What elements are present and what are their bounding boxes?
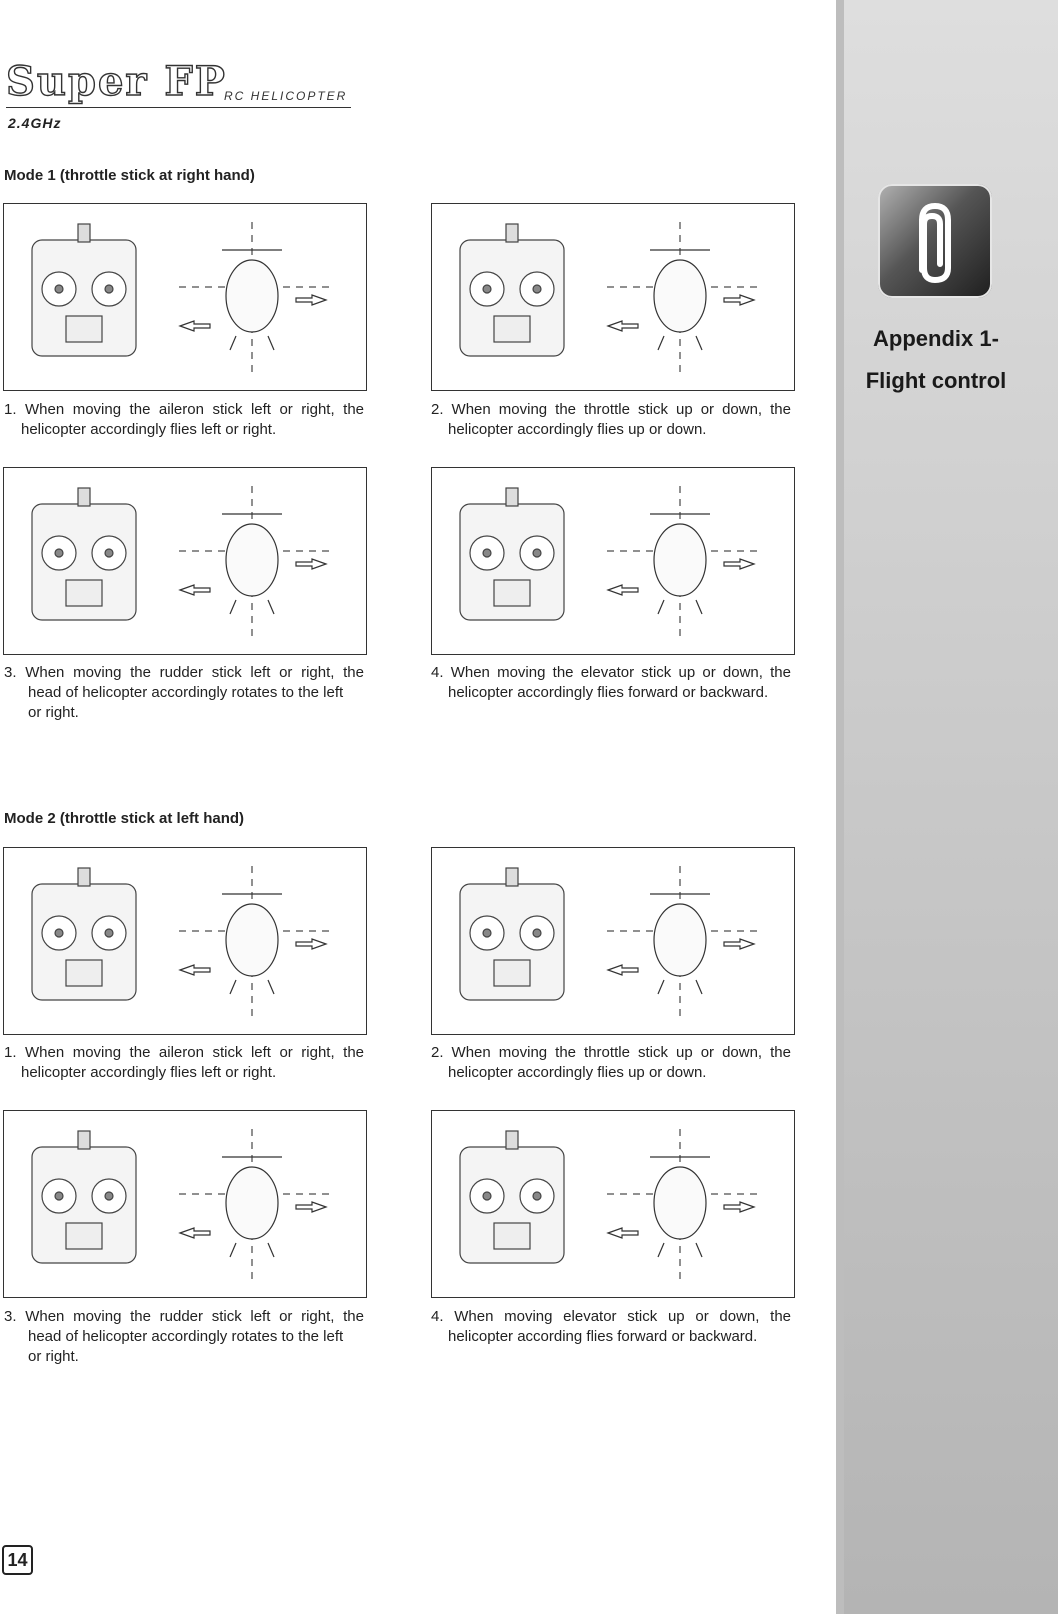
transmitter-helicopter-illustration	[4, 1111, 366, 1297]
caption-line: helicopter accordingly flies forward or backward.	[448, 684, 769, 701]
fig-mode2-elevator	[431, 1110, 795, 1298]
sidebar-stripe	[836, 0, 844, 1614]
caption-line: 1. When moving the aileron stick left or right, the	[4, 401, 364, 418]
paperclip-icon	[878, 184, 992, 298]
mode2-title: Mode 2 (throttle stick at left hand)	[4, 810, 245, 827]
caption-line: 4. When moving elevator stick up or down, the	[431, 1308, 791, 1325]
mode1-caption-4	[431, 663, 791, 703]
appendix-line-2: Flight control	[865, 368, 1007, 393]
fig-mode2-rudder	[3, 1110, 367, 1298]
mode1-caption-1	[4, 400, 364, 440]
caption-line: 3. When moving the rudder stick left or right, the	[4, 664, 364, 681]
caption-line: helicopter according flies forward or backward.	[448, 1328, 758, 1345]
caption-line: helicopter accordingly flies left or right.	[21, 421, 277, 438]
caption-line: 2. When moving the throttle stick up or down, the	[431, 1044, 791, 1061]
brand-header	[6, 58, 348, 105]
caption-line: or right.	[28, 704, 79, 721]
transmitter-helicopter-illustration	[4, 848, 366, 1034]
transmitter-helicopter-illustration	[432, 1111, 794, 1297]
caption-line: helicopter accordingly flies up or down.	[448, 421, 707, 438]
caption-line: helicopter accordingly flies left or right.	[21, 1064, 277, 1081]
caption-line: 2. When moving the throttle stick up or down, the	[431, 401, 791, 418]
caption-line: 3. When moving the rudder stick left or right, the	[4, 1308, 364, 1325]
appendix-line-1: Appendix 1-	[873, 326, 999, 351]
fig-mode1-elevator	[431, 467, 795, 655]
page-number: 14	[2, 1545, 33, 1575]
brand-title: Super FP	[6, 58, 227, 105]
brand-subtitle: RC HELICOPTER	[224, 89, 348, 103]
transmitter-helicopter-illustration	[4, 468, 366, 654]
caption-line: head of helicopter accordingly rotates to the left	[28, 1328, 344, 1345]
mode2-caption-1	[4, 1043, 364, 1083]
band-label: 2.4GHz	[8, 115, 62, 131]
mode1-caption-2	[431, 400, 791, 440]
caption-line: head of helicopter accordingly rotates to the left	[28, 684, 344, 701]
header-rule	[6, 107, 351, 108]
caption-line: helicopter accordingly flies up or down.	[448, 1064, 707, 1081]
caption-line: or right.	[28, 1348, 79, 1365]
fig-mode2-aileron	[3, 847, 367, 1035]
fig-mode2-throttle	[431, 847, 795, 1035]
mode2-caption-2	[431, 1043, 791, 1083]
transmitter-helicopter-illustration	[432, 468, 794, 654]
mode1-title: Mode 1 (throttle stick at right hand)	[4, 167, 255, 184]
fig-mode1-rudder	[3, 467, 367, 655]
caption-line: 4. When moving the elevator stick up or down, the	[431, 664, 791, 681]
mode1-caption-3	[4, 663, 364, 723]
fig-mode1-throttle	[431, 203, 795, 391]
mode2-caption-4	[431, 1307, 791, 1347]
fig-mode1-aileron	[3, 203, 367, 391]
caption-line: 1. When moving the aileron stick left or right, the	[4, 1044, 364, 1061]
mode2-caption-3	[4, 1307, 364, 1367]
transmitter-helicopter-illustration	[4, 204, 366, 390]
transmitter-helicopter-illustration	[432, 848, 794, 1034]
transmitter-helicopter-illustration	[432, 204, 794, 390]
appendix-title	[862, 318, 1010, 402]
